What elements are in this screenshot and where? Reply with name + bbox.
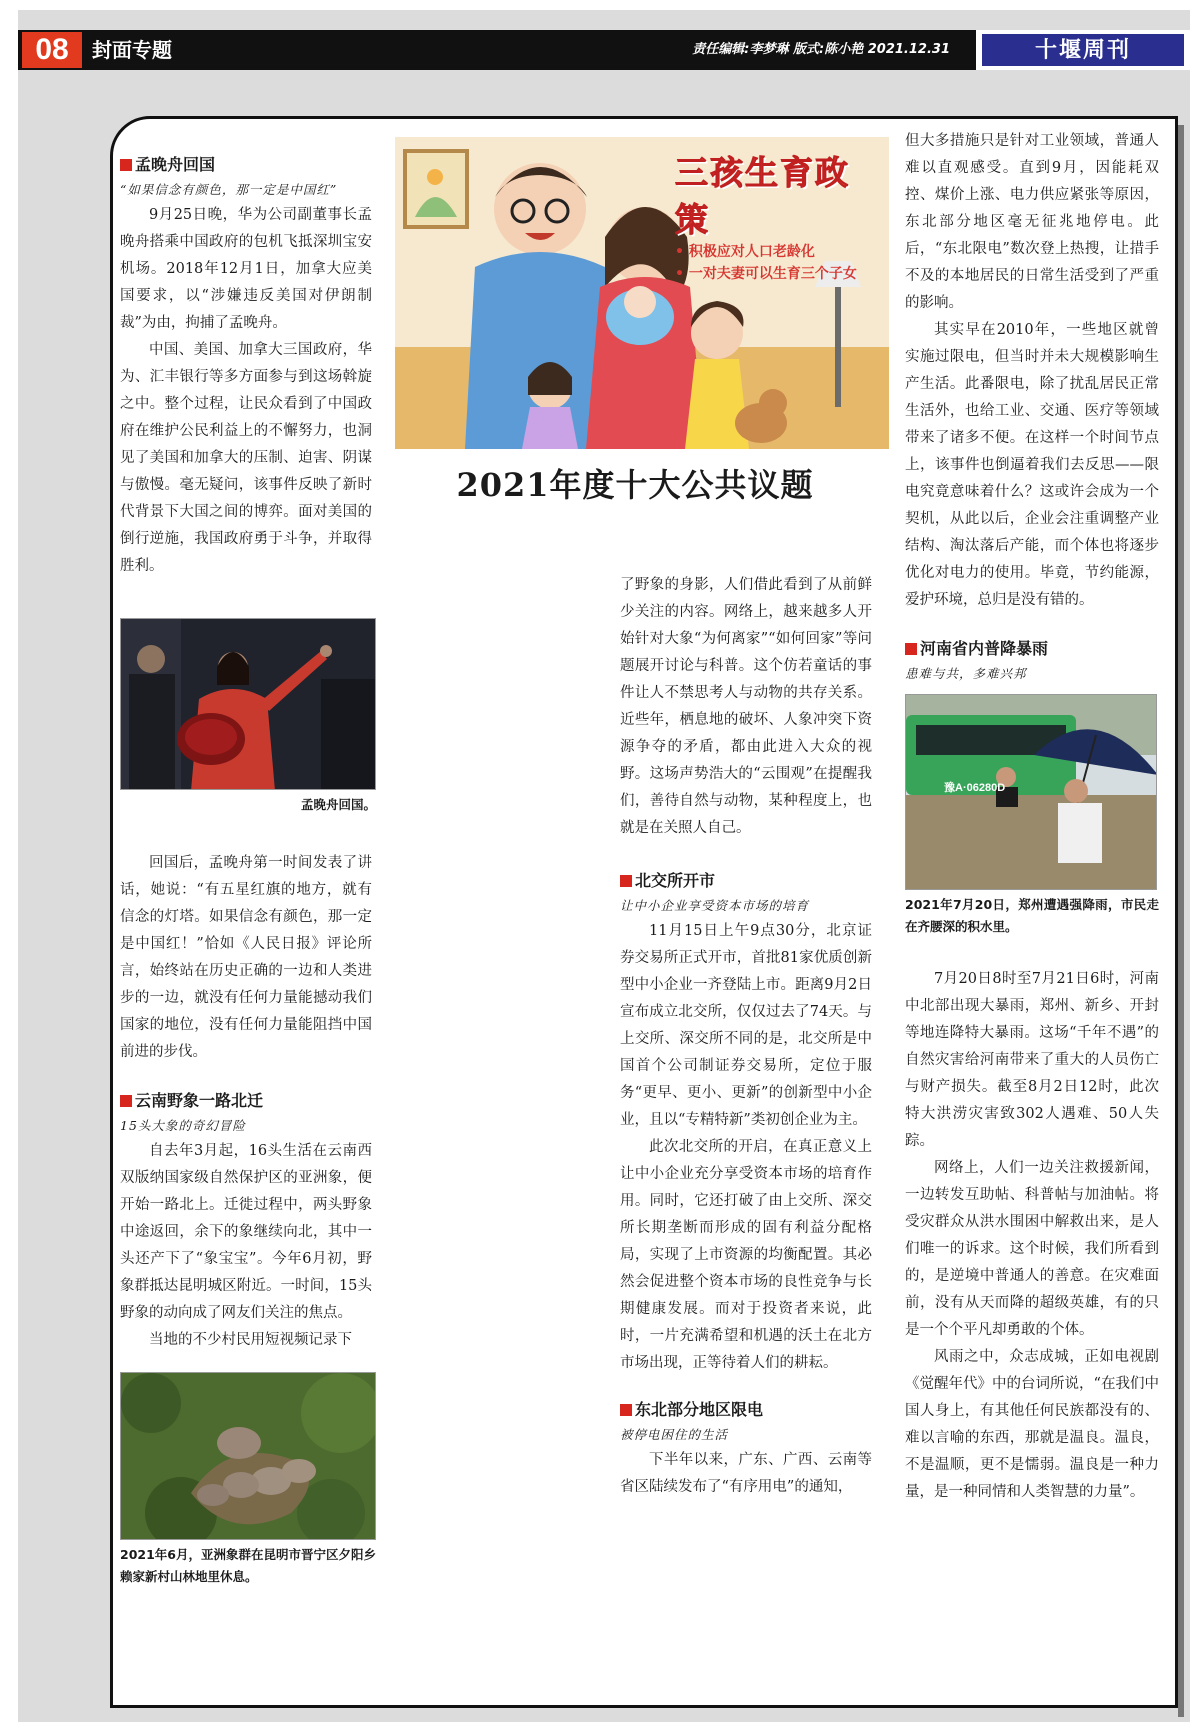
red-square-icon xyxy=(905,643,917,655)
page-header xyxy=(18,30,1190,70)
three-child-policy-poster xyxy=(395,137,889,449)
section-heading: 云南野象一路北迁 xyxy=(120,1088,372,1114)
bus-plate: 豫A·06280D xyxy=(944,782,1006,794)
paragraph: 9月25日晚，华为公司副董事长孟晚舟搭乘中国政府的包机飞抵深圳宝安机场。2018年12月1日，加拿大应美国要求，以“涉嫌违反美国对伊朗制裁”为由，拘捕了孟晚舟。 xyxy=(120,207,372,331)
paragraph: 此次北交所的开启，在真正意义上让中小企业充分享受资本市场的培育作用。同时，它还打破了由上交所、深交所长期垄断而形成的固有利益分配格局，实现了上市资源的均衡配置。其必然会促进整个资本市场的良性竞争与长期健康发展。而对于投资者来说，此时，一片充满希望和机遇的沃土在北方市场出现，正等待着人们的耕耘。 xyxy=(620,1139,872,1371)
photo-caption: 2021年6月，亚洲象群在昆明市晋宁区夕阳乡赖家新村山林地里休息。 xyxy=(120,1547,376,1584)
elephant-herd-photo xyxy=(120,1372,376,1540)
masthead-logo xyxy=(972,30,1190,70)
paragraph: 但大多措施只是针对工业领域，普通人难以直观感受。直到9月，因能耗双控、煤价上涨、电力供应紧张等原因，东北部分地区毫无征兆地停电。此后，“东北限电”数次登上热搜，让措手不及的本地居民的日常生活受到了严重的影响。 xyxy=(905,133,1159,311)
column-right xyxy=(905,128,1159,1506)
poster-bullet: • 积极应对人口老龄化 xyxy=(675,244,815,260)
photo-illustration xyxy=(121,619,376,790)
section-subtitle: 让中小企业享受资本市场的培育 xyxy=(620,898,810,913)
paragraph: 了野象的身影，人们借此看到了从前鲜少关注的内容。网络上，越来越多人开始针对大象“为何离家”“如何回家”等问题展开讨论与科普。这个仿若童话的事件让人不禁思考人与动物的共存关系。近些年，栖息地的破坏、人象冲突下资源争夺的矛盾，都由此进入大众的视野。这场声势浩大的“云围观”在提醒我们，善待自然与动物，某种程度上，也就是在关照人自己。 xyxy=(620,577,872,836)
section-heading: 北交所开市 xyxy=(620,868,872,894)
section-heading: 东北部分地区限电 xyxy=(620,1397,872,1423)
editor-credits: 责任编辑:李梦琳 版式:陈小艳 2021.12.31 xyxy=(692,42,950,57)
paragraph: 回国后，孟晚舟第一时间发表了讲话，她说：“有五星红旗的地方，就有信念的灯塔。如果信念有颜色，那一定是中国红！”恰如《人民日报》评论所言，始终站在历史正确的一边和人类进步的一边，就没有任何力量能撼动我们国家的地位，没有任何力量能阻挡中国前进的步伐。 xyxy=(120,855,372,1060)
red-square-icon xyxy=(620,875,632,887)
meng-wanzhou-photo xyxy=(120,618,376,790)
photo-illustration xyxy=(121,1373,376,1540)
column-middle xyxy=(620,572,872,1501)
paragraph: 当地的不少村民用短视频记录下 xyxy=(149,1332,352,1348)
poster-title-block xyxy=(675,147,879,285)
paragraph: 中国、美国、加拿大三国政府，华为、汇丰银行等多方面参与到这场斡旋之中。整个过程，让民众看到了中国政府在维护公民利益上的不懈努力，也洞见了美国和加拿大的压制、迫害、阴谋与傲慢。毫无疑问，该事件反映了新时代背景下大国之间的博弈。面对美国的倒行逆施，我国政府勇于斗争，并取得胜利。 xyxy=(120,342,372,574)
red-square-icon xyxy=(120,1095,132,1107)
poster-title: 三孩生育政策 xyxy=(675,153,850,239)
page-number: 08 xyxy=(22,32,82,68)
paragraph: 网络上，人们一边关注救援新闻，一边转发互助帖、科普帖与加油帖。将受灾群众从洪水围困中解救出来，是人们唯一的诉求。这个时候，我们所看到的，是逆境中普通人的善意。在灾难面前，没有从天而降的超级英雄，有的只是一个个平凡却勇敢的个体。 xyxy=(905,1160,1159,1338)
paragraph: 其实早在2010年，一些地区就曾实施过限电，但当时并未大规模影响生产生活。此番限电，除了扰乱居民正常生活外，也给工业、交通、医疗等领域带来了诸多不便。在这样一个时间节点上，该事件也倒逼着我们去反思——限电究竟意味着什么？这或许会成为一个契机，从此以后，企业会注重调整产业结构、淘汰落后产能，而个体也将逐步优化对电力的使用。毕竟，节约能源，爱护环境，总归是没有错的。 xyxy=(905,322,1159,608)
main-title: 2021年度十大公共议题 xyxy=(456,466,814,504)
section-title: 封面专题 xyxy=(92,38,172,62)
paragraph: 7月20日8时至7月21日6时，河南中北部出现大暴雨，郑州、新乡、开封等地连降特大暴雨。这场“千年不遇”的自然灾害给河南带来了重大的人员伤亡与财产损失。截至8月2日12时，此次特大洪涝灾害致302人遇难、50人失踪。 xyxy=(905,971,1159,1149)
paragraph: 风雨之中，众志成城，正如电视剧《觉醒年代》中的台词所说，“在我们中国人身上，有其他任何民族都没有的、难以言喻的东西，那就是温良。温良，不是温顺，更不是懦弱。温良是一种力量，是一种同情和人类智慧的力量”。 xyxy=(905,1349,1159,1500)
photo-caption: 2021年7月20日，郑州遭遇强降雨，市民走在齐腰深的积水里。 xyxy=(905,897,1159,934)
photo-caption: 孟晚舟回国。 xyxy=(300,797,376,812)
red-square-icon xyxy=(620,1404,632,1416)
section-heading: 河南省内普降暴雨 xyxy=(905,636,1159,662)
masthead-text: 十堰周刊 xyxy=(982,34,1184,66)
zhengzhou-flood-photo xyxy=(905,694,1157,890)
paragraph: 下半年以来，广东、广西、云南等省区陆续发布了“有序用电”的通知， xyxy=(620,1452,872,1495)
paragraph: 11月15日上午9点30分，北京证券交易所正式开市，首批81家优质创新型中小企业一齐登陆上市。距离9月2日宣布成立北交所，仅仅过去了74天。与上交所、深交所不同的是，北交所是中国首个公司制证券交易所，定位于服务“更早、更小、更新”的创新型中小企业，且以“专精特新”类初创企业为主。 xyxy=(620,923,872,1128)
section-subtitle: 患难与共，多难兴邦 xyxy=(905,666,1027,681)
section-heading: 孟晚舟回国 xyxy=(120,152,372,178)
poster-bullet: • 一对夫妻可以生育三个子女 xyxy=(675,266,857,282)
section-subtitle: “如果信念有颜色，那一定是中国红” xyxy=(120,182,338,197)
paragraph: 自去年3月起，16头生活在云南西双版纳国家级自然保护区的亚洲象，便开始一路北上。迁徙过程中，两头野象中途返回，余下的象继续向北，其中一头还产下了“象宝宝”。今年6月初，野象群抵达昆明城区附近。一时间，15头野象的动向成了网友们关注的焦点。 xyxy=(120,1143,372,1321)
red-square-icon xyxy=(120,159,132,171)
section-subtitle: 15头大象的奇幻冒险 xyxy=(120,1118,246,1133)
column-left xyxy=(120,152,376,1588)
section-subtitle: 被停电困住的生活 xyxy=(620,1427,729,1442)
